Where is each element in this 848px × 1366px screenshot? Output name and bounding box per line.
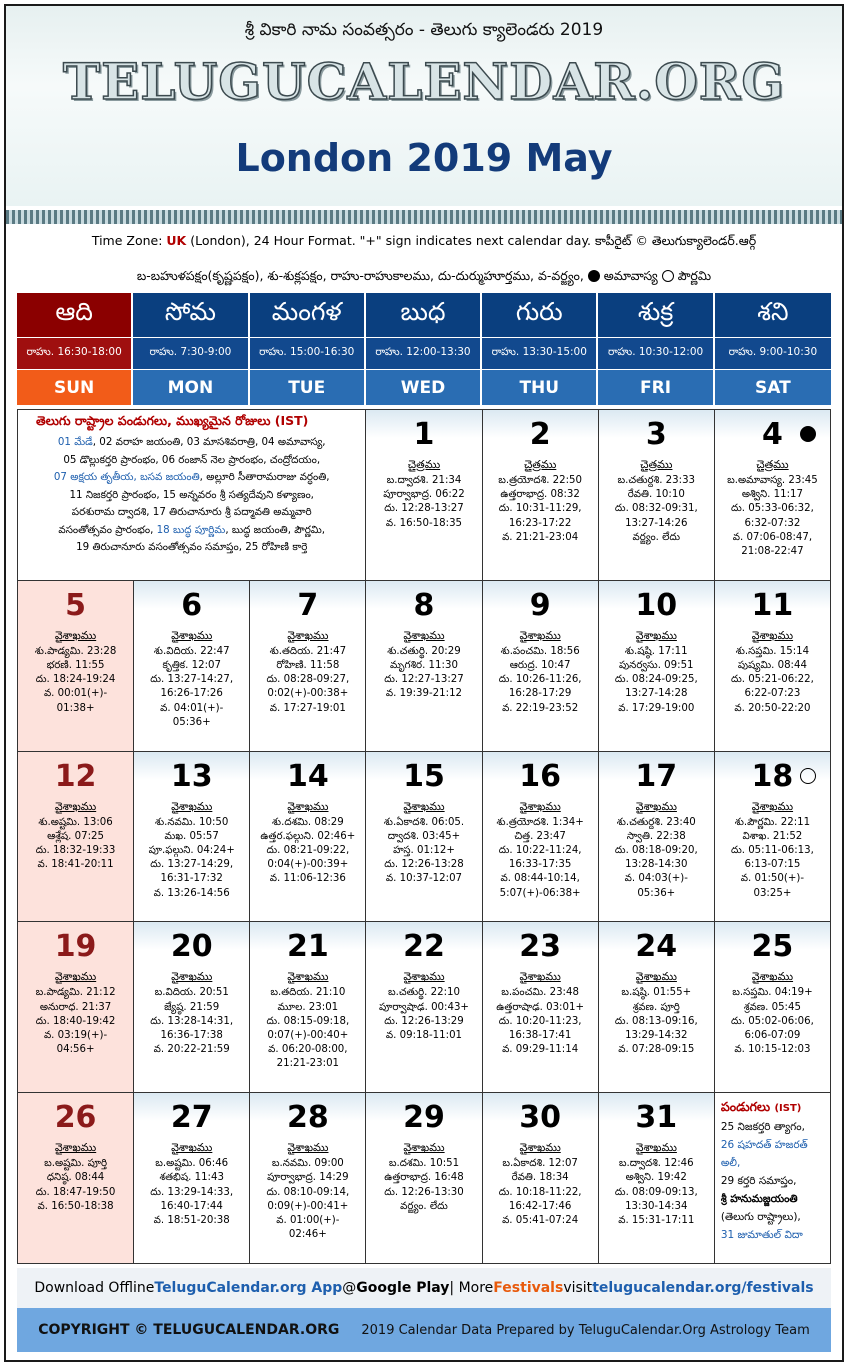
panchang-details: బ.నవమి. 09:00 పూర్వాభాద్ర. 14:29 దు. 08:10-09:14, 0:09(+)-00:41+ వ. 01:00(+)- 02:46+: [266, 1158, 350, 1241]
panchang-details: శు.ఏకాదశి. 06:05. ద్వాదశి. 03:45+ హస్త. 01:12+ దు. 12:26-13:28 వ. 10:37-12:07: [383, 816, 465, 885]
festival-text: పరశురామ ద్వాదశి, 17 తిరుచానూరు శ్రీ పద్మావతి అమ్మవారి: [71, 506, 312, 518]
panchang-details: బ.తదియ. 21:10 మూల. 23:01 దు. 08:15-09:18, 0:07(+)-00:40+ వ. 06:20-08:00, 21:21-23:01: [266, 987, 350, 1070]
festival-link[interactable]: 18 బుద్ధ పూర్ణిమ: [156, 523, 226, 536]
telugu-month: వైశాఖము: [519, 799, 561, 813]
day-number: 25: [751, 929, 794, 965]
day-number: 20: [170, 929, 213, 965]
telugu-month: వైశాఖము: [287, 970, 329, 984]
timezone-zone: UK: [166, 233, 187, 248]
telugu-month: వైశాఖము: [287, 799, 329, 813]
telugu-month: వైశాఖము: [403, 628, 445, 642]
day-header-fri: [598, 293, 714, 405]
copyright-bar: [17, 1308, 831, 1352]
day-name-telugu: బుధ: [366, 293, 480, 337]
google-play-link[interactable]: Google Play: [356, 1280, 450, 1296]
day-cell-12[interactable]: [18, 752, 134, 923]
footer-text: | More: [449, 1280, 494, 1296]
timezone-rest: (London), 24 Hour Format. "+" sign indicates next calendar day. కాపీరైట్ © తెలుగుక్యాలెండర్.ఆర్గ్: [186, 233, 757, 248]
telugu-month: వైశాఖము: [519, 1141, 561, 1155]
day-name-english: SAT: [715, 370, 831, 405]
festival-title-text: పండుగలు: [720, 1099, 771, 1115]
day-cell-18[interactable]: [715, 752, 831, 923]
day-cell-17[interactable]: [599, 752, 715, 923]
telugu-month: వైశాఖము: [171, 628, 213, 642]
new-moon-icon: [588, 270, 600, 282]
day-cell-6[interactable]: [134, 581, 250, 752]
telugu-month: చైత్రము: [756, 458, 789, 471]
day-cell-15[interactable]: [366, 752, 482, 923]
festival-link[interactable]: 07 అక్షయ తృతీయ, బసవ జయంతి: [53, 471, 200, 483]
day-number: 3: [645, 417, 667, 452]
day-cell-14[interactable]: [250, 752, 366, 923]
telugu-month: వైశాఖము: [287, 1141, 329, 1155]
day-header-tue: [250, 293, 366, 405]
weekday-header: [17, 293, 831, 405]
festival-text: 11 నిజకర్తరి ప్రారంభం, 15 అన్నవరం శ్రీ సత్యదేవుని కళ్యాణం,: [69, 488, 314, 501]
download-banner: [17, 1268, 831, 1308]
telugu-month: వైశాఖము: [171, 970, 213, 984]
day-number: 2: [529, 417, 551, 452]
day-number: 23: [519, 929, 561, 965]
timezone-note: [6, 233, 842, 252]
day-header-thu: [482, 293, 598, 405]
telugu-month: వైశాఖము: [403, 1141, 445, 1155]
festival-link[interactable]: 26 షహదత్ హజరత్ అలీ,: [720, 1139, 808, 1170]
panchang-details: బ.ద్వాదశి. 12:46 అశ్విని. 19:42 దు. 08:09-09:13, 13:30-14:34 వ. 15:31-17:11: [614, 1158, 698, 1226]
panchang-details: శు.చతుర్థి. 20:29 మృగశిర. 11:30 దు. 12:27-13:27 వ. 19:39-21:12: [384, 645, 464, 700]
day-number: 18: [751, 758, 794, 794]
day-name-english: MON: [133, 370, 247, 405]
full-moon-icon: [800, 768, 816, 784]
day-number: 8: [413, 587, 435, 623]
full-moon-icon: [662, 270, 674, 282]
day-number: 15: [403, 758, 445, 794]
day-cell-31[interactable]: [599, 1093, 715, 1264]
day-cell-13[interactable]: [134, 752, 250, 923]
festival-text: 05 డొల్లుకర్తరి ప్రారంభం, 06 రంజాన్ నెల ప్రారంభం, చంద్రోదయం,: [63, 453, 321, 466]
day-cell-19[interactable]: [18, 922, 134, 1093]
festival-link[interactable]: 31 జుమాతుల్ విదా: [720, 1229, 803, 1242]
panchang-details: శు.నవమి. 10:50 మఖ. 05:57 పూ.ఫల్గుని. 04:24+ దు. 13:27-14:29, 16:31-17:32 వ. 13:26-14:56: [148, 816, 235, 899]
page-title: London 2019 May: [235, 136, 613, 180]
telugu-month: వైశాఖము: [54, 1141, 97, 1155]
day-cell-16[interactable]: [483, 752, 599, 923]
day-cell-3[interactable]: [599, 410, 715, 581]
day-number: 12: [54, 758, 97, 794]
day-number: 22: [403, 929, 445, 965]
day-name-english: WED: [366, 370, 480, 405]
day-number: 1: [413, 417, 435, 452]
telugu-month: వైశాఖము: [519, 628, 561, 642]
day-name-telugu: గురు: [482, 293, 596, 337]
day-name-telugu: మంగళ: [250, 293, 364, 337]
festival-list: [721, 1118, 824, 1244]
day-cell-21[interactable]: [250, 922, 366, 1093]
rahukalam: రాహు. 9:00-10:30: [715, 337, 831, 370]
panchang-details: శు.పౌర్ణమి. 22:11 విశాఖ. 21:52 దు. 05:11-06:13, 6:13-07:15 వ. 01:50(+)- 03:25+: [731, 816, 814, 899]
panchang-details: శు.చతుర్దశి. 23:40 స్వాతి. 22:38 దు. 08:18-09:20, 13:28-14:30 వ. 04:03(+)- 05:36+: [614, 816, 698, 899]
panchang-details: బ.పంచమి. 23:48 ఉత్తరాషాఢ. 03:01+ దు. 10:20-11:23, 16:38-17:41 వ. 09:29-11:14: [496, 987, 584, 1056]
festival-list: [26, 434, 357, 557]
panchang-details: శు.పాడ్యమి. 23:28 భరణి. 11:55 దు. 18:24-19:24 వ. 00:01(+)- 01:38+: [34, 645, 117, 714]
day-cell-5[interactable]: [18, 581, 134, 752]
telugu-month: వైశాఖము: [635, 799, 677, 813]
telugu-month: వైశాఖము: [171, 799, 213, 813]
day-number: 16: [519, 758, 561, 794]
festival-link[interactable]: 01 మేడే: [57, 436, 93, 448]
day-number: 19: [54, 929, 97, 965]
panchang-details: శు.త్రయోదశి. 1:34+ చిత్త. 23:47 దు. 10:22-11:24, 16:33-17:35 వ. 08:44-10:14, 5:07(+)-06:38+: [496, 816, 584, 899]
day-header-mon: [133, 293, 249, 405]
telugu-month: వైశాఖము: [751, 970, 794, 984]
day-number: 9: [529, 587, 551, 623]
app-link[interactable]: TeluguCalendar.org App: [154, 1280, 343, 1296]
day-number: 26: [54, 1100, 97, 1136]
telugu-month: వైశాఖము: [751, 799, 794, 813]
footer-text: Download Offline: [34, 1280, 155, 1296]
panchang-details: బ.అమావాస్య. 23:45 అశ్విని. 11:17 దు. 05:33-06:32, 6:32-07:32 వ. 07:06-08:47, 21:08-22:47: [727, 475, 818, 558]
abbreviation-legend: [6, 268, 842, 287]
festival-title: తెలుగు రాష్ట్రాల పండుగలు, ముఖ్యమైన రోజులు (IST): [36, 413, 309, 428]
festivals-link[interactable]: Festivals: [493, 1280, 564, 1296]
day-number: 17: [635, 758, 678, 794]
telugu-month: వైశాఖము: [751, 628, 794, 642]
day-cell-24[interactable]: [599, 922, 715, 1093]
day-cell-8[interactable]: [366, 581, 482, 752]
day-number: 29: [403, 1100, 445, 1136]
panchang-details: బ.ఏకాదశి. 12:07 రేవతి. 18:34 దు. 10:18-11:22, 16:42-17:46 వ. 05:41-07:24: [498, 1158, 582, 1226]
panchang-details: శు.పంచమి. 18:56 ఆరుద్ర. 10:47 దు. 10:26-11:26, 16:28-17:29 వ. 22:19-23:52: [498, 645, 582, 714]
rahukalam: రాహు. 7:30-9:00: [133, 337, 247, 370]
day-name-telugu: సోమ: [133, 293, 247, 337]
telugu-month: వైశాఖము: [635, 970, 677, 984]
panchang-details: బ.విదియ. 20:51 జ్యేష్ఠ. 21:59 దు. 13:28-14:31, 16:36-17:38 వ. 20:22-21:59: [150, 987, 234, 1056]
day-cell-22[interactable]: [366, 922, 482, 1093]
day-number: 10: [635, 587, 678, 623]
festival-title: [721, 1099, 824, 1118]
timezone-prefix: Time Zone:: [91, 233, 167, 248]
panchang-details: బ.చతుర్థి. 22:10 పూర్వాషాఢ. 00:43+ దు. 12:26-13:29 వ. 09:18-11:01: [379, 987, 469, 1041]
day-name-telugu: శని: [715, 293, 831, 337]
day-cell-30[interactable]: [483, 1093, 599, 1264]
telugu-month: వైశాఖము: [287, 628, 329, 642]
telugu-month: వైశాఖము: [635, 628, 677, 642]
festival-text: (తెలుగు రాష్ట్రాలు),: [720, 1211, 801, 1224]
rahukalam: రాహు. 15:00-16:30: [250, 337, 364, 370]
panchang-details: శు.విదియ. 22:47 కృత్తిక. 12:07 దు. 13:27-14:27, 16:26-17:26 వ. 04:01(+)- 05:36+: [150, 645, 234, 728]
panchang-details: శు.షష్ఠి. 17:11 పునర్వసు. 09:51 దు. 08:24-09:25, 13:27-14:28 వ. 17:29-19:00: [614, 645, 698, 714]
legend-amavasya: అమావాస్య: [603, 268, 658, 283]
festival-text: శ్రీ హనుమజ్జయంతి: [720, 1193, 798, 1206]
day-number: 5: [65, 587, 86, 623]
rahukalam: రాహు. 12:00-13:30: [366, 337, 480, 370]
day-number: 27: [170, 1100, 213, 1136]
festivals-url-link[interactable]: telugucalendar.org/festivals: [592, 1280, 814, 1296]
telugu-month: చైత్రము: [523, 458, 557, 471]
day-number: 7: [297, 587, 319, 623]
header: [6, 6, 842, 206]
new-moon-icon: [800, 426, 816, 442]
telugu-month: వైశాఖము: [54, 799, 97, 813]
day-cell-2[interactable]: [483, 410, 599, 581]
telugu-month: వైశాఖము: [54, 628, 97, 642]
telugu-month: వైశాఖము: [519, 970, 561, 984]
festival-text: , 02 వరాహ జయంతి, 03 మాసశివరాత్రి, 04 అమావాస్య,: [92, 436, 326, 448]
telugu-month: వైశాఖము: [403, 970, 445, 984]
panchang-details: బ.అష్టమి. 06:46 శతభిష. 11:43 దు. 13:29-14:33, 16:40-17:44 వ. 18:51-20:38: [150, 1158, 234, 1226]
day-number: 21: [286, 929, 329, 965]
day-number: 11: [751, 587, 794, 623]
festival-text: వసంతోత్సవం ప్రారంభం,: [58, 523, 157, 536]
calendar-page: [4, 4, 844, 1362]
telugu-month: వైశాఖము: [403, 799, 445, 813]
panchang-details: బ.అష్టమి. పూర్తి ధనిష్ఠ. 08:44 దు. 18:47-19:50 వ. 16:50-18:38: [35, 1158, 116, 1212]
panchang-details: బ.దశమి. 10:51 ఉత్తరాభాద్ర. 16:48 దు. 12:26-13:30 వర్జ్యం. లేదు: [384, 1158, 464, 1212]
day-cell-9[interactable]: [483, 581, 599, 752]
day-number: 30: [519, 1100, 561, 1136]
day-cell-23[interactable]: [483, 922, 599, 1093]
day-cell-7[interactable]: [250, 581, 366, 752]
day-cell-29[interactable]: [366, 1093, 482, 1264]
panchang-details: బ.త్రయోదశి. 22:50 ఉత్తరాభాద్ర. 08:32 దు. 10:31-11:29, 16:23-17:22 వ. 21:21-23:04: [498, 475, 583, 543]
day-number: 24: [635, 929, 678, 965]
telugu-month: చైత్రము: [640, 458, 673, 471]
day-cell-1[interactable]: [366, 410, 482, 581]
day-cell-28[interactable]: [250, 1093, 366, 1264]
festival-text: , బుద్ధ జయంతి, పౌర్ణమి,: [225, 523, 326, 536]
festival-text: 19 తిరుచానూరు వసంతోత్సవం సమాప్తం, 25 రోహిణి కార్తె: [76, 541, 308, 553]
day-cell-4[interactable]: [715, 410, 831, 581]
festival-box-top: [18, 410, 366, 581]
day-name-english: FRI: [598, 370, 712, 405]
credit-text: 2019 Calendar Data Prepared by TeluguCalendar.Org Astrology Team: [361, 1322, 810, 1338]
day-cell-20[interactable]: [134, 922, 250, 1093]
telugu-month: వైశాఖము: [171, 1141, 213, 1155]
telugu-month: చైత్రము: [407, 458, 441, 471]
panchang-details: బ.షష్ఠి. 01:55+ శ్రవణ. పూర్తి దు. 08:13-09:16, 13:29-14:32 వ. 07:28-09:15: [614, 987, 698, 1056]
site-logo[interactable]: TELUGUCALENDAR.ORG: [62, 52, 786, 111]
day-number: 14: [286, 758, 329, 794]
panchang-details: బ.పాడ్యమి. 21:12 అనురాధ. 21:37 దు. 18:40-19:42 వ. 03:19(+)- 04:56+: [35, 987, 116, 1056]
footer-text: visit: [563, 1280, 593, 1296]
day-header-wed: [366, 293, 482, 405]
day-cell-26[interactable]: [18, 1093, 134, 1264]
day-number: 6: [181, 587, 203, 623]
day-number: 4: [761, 417, 783, 452]
festival-ist: (IST): [774, 1103, 802, 1115]
panchang-details: శు.అష్టమి. 13:06 ఆశ్లేష. 07:25 దు. 18:32-19:33 వ. 18:41-20:11: [35, 816, 116, 871]
panchang-details: శు.తదియ. 21:47 రోహిణి. 11:58 దు. 08:28-09:27, 0:02(+)-00:38+ వ. 17:27-19:01: [266, 645, 350, 714]
day-number: 31: [635, 1100, 678, 1136]
day-name-english: TUE: [250, 370, 364, 405]
panchang-details: బ.ద్వాదశి. 21:34 పూర్వాభాద్ర. 06:22 దు. 12:28-13:27 వ. 16:50-18:35: [383, 475, 465, 529]
year-subtitle: శ్రీ వికారి నామ సంవత్సరం - తెలుగు క్యాలెండరు 2019: [244, 20, 604, 40]
panchang-details: బ.సప్తమి. 04:19+ శ్రవణ. 05:45 దు. 05:02-06:06, 6:06-07:09 వ. 10:15-12:03: [731, 987, 814, 1056]
day-name-english: THU: [482, 370, 596, 405]
rahukalam: రాహు. 10:30-12:00: [598, 337, 712, 370]
telugu-month: వైశాఖము: [635, 1141, 677, 1155]
footer-text: @: [342, 1280, 357, 1296]
rahukalam: రాహు. 16:30-18:00: [17, 337, 131, 370]
copyright-text: COPYRIGHT © TELUGUCALENDAR.ORG: [38, 1322, 340, 1338]
day-name-telugu: ఆది: [17, 293, 131, 337]
festival-text: 25 నిజకర్తరి త్యాగం,: [720, 1121, 805, 1134]
day-number: 13: [170, 758, 213, 794]
day-cell-11[interactable]: [715, 581, 831, 752]
day-header-sun: [17, 293, 133, 405]
calendar-grid: [17, 409, 831, 1264]
telugu-month: వైశాఖము: [54, 970, 97, 984]
panchang-details: బ.చతుర్దశి. 23:33 రేవతి. 10:10 దు. 08:32-09:31, 13:27-14:26 వర్జ్యం. లేదు: [614, 475, 698, 543]
day-cell-27[interactable]: [134, 1093, 250, 1264]
panchang-details: శు.దశమి. 08:29 ఉత్తర.ఫల్గుని. 02:46+ దు. 08:21-09:22, 0:04(+)-00:39+ వ. 11:06-12:36: [260, 816, 356, 885]
day-cell-10[interactable]: [599, 581, 715, 752]
ornamental-divider: [6, 210, 842, 224]
day-name-english: SUN: [17, 370, 131, 405]
festival-box-bottom: [715, 1093, 831, 1264]
rahukalam: రాహు. 13:30-15:00: [482, 337, 596, 370]
day-cell-25[interactable]: [715, 922, 831, 1093]
legend-text: బ-బహుళపక్షం(కృష్ణపక్షం), శు-శుక్లపక్షం, రాహు-రాహుకాలము, దు-దుర్ముహూర్తము, వ-వర్జ్యం,: [136, 268, 584, 283]
day-number: 28: [286, 1100, 329, 1136]
day-name-telugu: శుక్ర: [598, 293, 712, 337]
panchang-details: శు.సప్తమి. 15:14 పుష్యమి. 08:44 దు. 05:21-06:22, 6:22-07:23 వ. 20:50-22:20: [731, 645, 814, 714]
day-header-sat: [715, 293, 831, 405]
legend-pournami: పౌర్ణమి: [677, 268, 712, 283]
festival-text: 29 కర్తరి సమాప్తం,: [720, 1175, 797, 1188]
festival-text: , అల్లూరి సీతారామరాజు వర్ధంతి,: [199, 471, 330, 483]
